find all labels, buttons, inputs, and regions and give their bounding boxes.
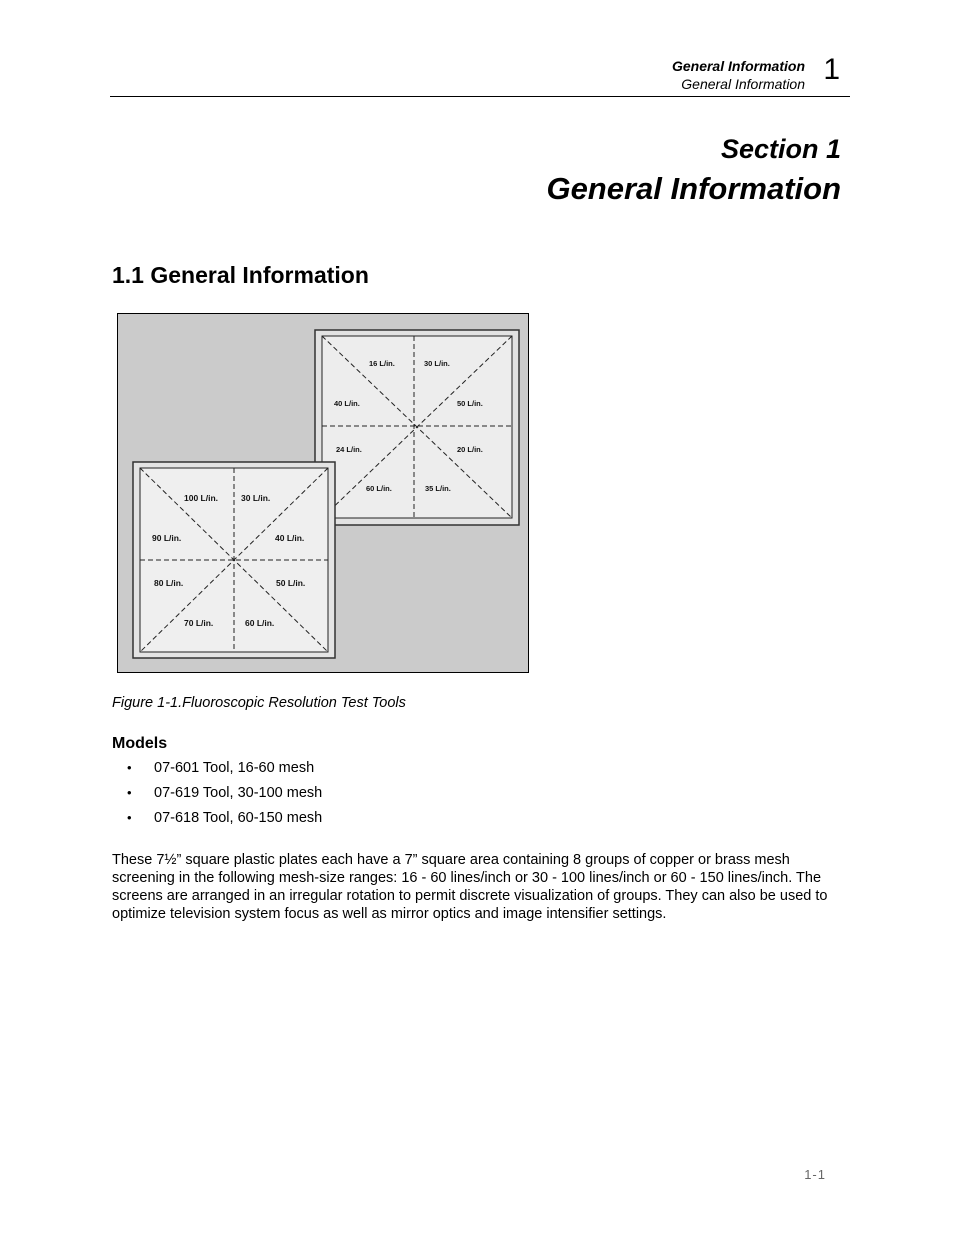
running-header-text xyxy=(672,57,805,93)
list-item: • 07-601 Tool, 16-60 mesh xyxy=(112,758,322,783)
plate-right-label: 24 L/in. xyxy=(336,445,362,454)
figure-photo xyxy=(117,313,529,673)
plate-left-label: 30 L/in. xyxy=(241,493,271,503)
models-heading: Models xyxy=(112,735,168,752)
page-number: 1-1 xyxy=(804,1167,826,1182)
models-list xyxy=(112,758,322,833)
plate-left-label: 100 L/in. xyxy=(184,493,219,503)
body-paragraph: These 7½” square plastic plates each have a 7” square area containing 8 groups of copper or brass mesh screening in the following mesh-size ranges: 16 - 60 lines/inch or 30 - 100 lines/inch or 60 - 150 lines/inch. The screens are arranged in an irregular rotation to permit discrete visualization of groups. They can also be used to optimize television system focus as well as mirror optics and image intensifier settings. xyxy=(112,852,828,922)
test-tools-illustration xyxy=(118,314,528,672)
running-header-section: General Information xyxy=(681,76,805,92)
plate-right-label: 20 L/in. xyxy=(457,445,483,454)
plate-right xyxy=(315,330,519,525)
list-item: • 07-619 Tool, 30-100 mesh xyxy=(112,783,322,808)
plate-right-label: 50 L/in. xyxy=(457,399,483,408)
plate-right-label: 35 L/in. xyxy=(425,484,451,493)
running-header-chapter: General Information xyxy=(671,58,805,74)
chapter-number: 1 xyxy=(823,53,840,86)
section-label: Section 1 xyxy=(720,134,841,164)
plate-right-label: 60 L/in. xyxy=(366,484,392,493)
plate-left-label: 40 L/in. xyxy=(275,533,305,543)
plate-left-label: 70 L/in. xyxy=(184,618,214,628)
plate-left-label: 80 L/in. xyxy=(154,578,184,588)
section-title: General Information xyxy=(546,171,841,206)
plate-right-label: 40 L/in. xyxy=(334,399,360,408)
plate-right-label: 30 L/in. xyxy=(424,359,450,368)
plate-left-label: 90 L/in. xyxy=(152,533,182,543)
plate-left-label: 60 L/in. xyxy=(245,618,275,628)
plate-right-label: 16 L/in. xyxy=(369,359,395,368)
list-item: • 07-618 Tool, 60-150 mesh xyxy=(112,808,322,833)
running-header xyxy=(110,53,850,97)
plate-left xyxy=(133,462,335,658)
figure-caption: Figure 1-1.Fluoroscopic Resolution Test Tools xyxy=(112,695,406,711)
plate-left-label: 50 L/in. xyxy=(276,578,306,588)
subsection-heading: 1.1 General Information xyxy=(112,262,369,288)
